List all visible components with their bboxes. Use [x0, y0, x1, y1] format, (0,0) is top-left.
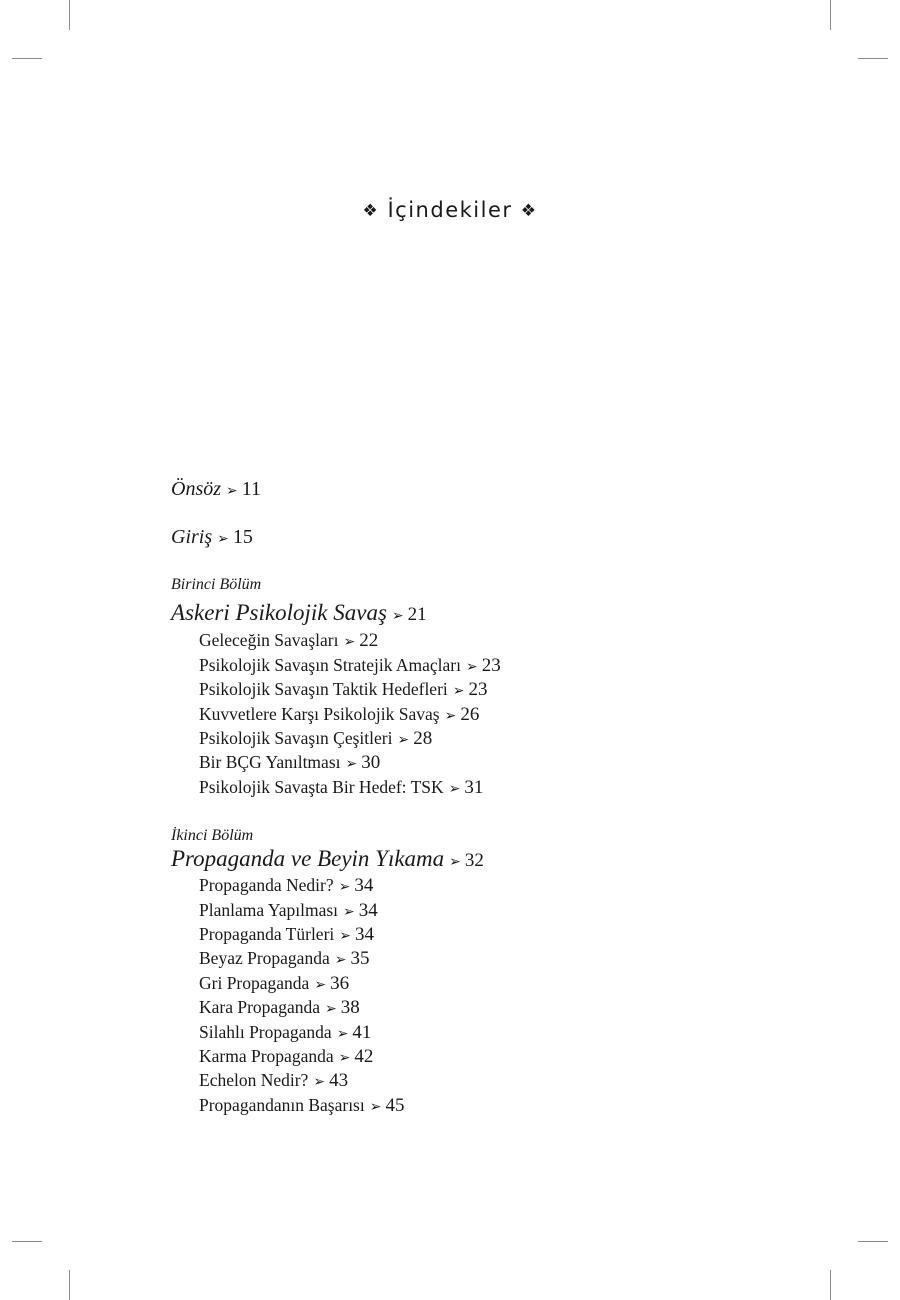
toc-item-page: 43 [329, 1070, 349, 1091]
crop-mark-bottom-left-vertical [69, 1270, 70, 1300]
toc-item-label: Psikolojik Savaşın Taktik Hedefleri [199, 679, 448, 699]
arrow-icon: ➢ [334, 952, 347, 968]
toc-item-label: Karma Propaganda [199, 1046, 334, 1066]
toc-entry-label: Giriş [171, 526, 213, 548]
arrow-icon: ➢ [449, 854, 461, 870]
arrow-icon: ➢ [325, 1001, 337, 1017]
toc-item-label: Psikolojik Savaşın Çeşitleri [199, 728, 393, 748]
toc-item-label: Kara Propaganda [199, 997, 320, 1017]
page-title-text: İçindekiler [387, 198, 513, 222]
crop-mark-top-right-vertical [830, 0, 831, 30]
arrow-icon: ➢ [448, 781, 461, 797]
toc-item-label: Beyaz Propaganda [199, 948, 330, 968]
toc-item-label: Bir BÇG Yanıltması [199, 752, 341, 772]
crop-mark-bottom-right-vertical [830, 1270, 831, 1300]
toc-item-page: 35 [350, 948, 370, 969]
toc-item[interactable] [199, 948, 369, 970]
toc-item-page: 34 [358, 900, 378, 921]
toc-item-label: Propaganda Türleri [199, 924, 335, 944]
toc-item-page: 36 [330, 973, 350, 994]
toc-item[interactable] [199, 1095, 404, 1117]
toc-item-page: 30 [361, 752, 381, 773]
part-label: İkinci Bölüm [171, 827, 254, 844]
toc-item[interactable] [199, 997, 360, 1019]
toc-entry-page: 15 [232, 526, 253, 548]
crop-mark-top-left-vertical [69, 0, 70, 30]
arrow-icon: ➢ [391, 608, 404, 624]
toc-item-label: Geleceğin Savaşları [199, 630, 339, 650]
arrow-icon: ➢ [338, 1050, 351, 1066]
arrow-icon: ➢ [217, 531, 229, 547]
toc-item-label: Psikolojik Savaşta Bir Hedef: TSK [199, 777, 444, 797]
toc-item[interactable] [199, 875, 373, 897]
toc-item[interactable] [199, 630, 378, 652]
toc-item-page: 23 [481, 655, 501, 676]
toc-item[interactable] [199, 679, 488, 701]
toc-item[interactable] [199, 704, 479, 726]
toc-item[interactable] [199, 973, 349, 995]
toc-item-label: Gri Propaganda [199, 973, 310, 993]
crop-mark-top-right-horizontal [858, 58, 888, 59]
arrow-icon: ➢ [452, 683, 465, 699]
toc-item-page: 38 [340, 997, 360, 1018]
toc-item-label: Propaganda Nedir? [199, 875, 334, 895]
section-heading[interactable] [171, 846, 484, 872]
section-label: Propaganda ve Beyin Yıkama [171, 846, 445, 871]
toc-entry-giris[interactable] [171, 526, 253, 549]
toc-item-page: 23 [468, 679, 488, 700]
toc-item-label: Silahlı Propaganda [199, 1022, 332, 1042]
arrow-icon: ➢ [369, 1099, 382, 1115]
arrow-icon: ➢ [444, 708, 457, 724]
toc-item-page: 34 [354, 875, 374, 896]
toc-item-page: 45 [385, 1095, 405, 1116]
toc-item-label: Psikolojik Savaşın Stratejik Amaçları [199, 655, 461, 675]
arrow-icon: ➢ [338, 879, 351, 895]
arrow-icon: ➢ [466, 659, 478, 675]
toc-item-page: 22 [359, 630, 379, 651]
toc-item-label: Kuvvetlere Karşı Psikolojik Savaş [199, 704, 440, 724]
toc-item[interactable] [199, 900, 378, 922]
toc-item-label: Echelon Nedir? [199, 1070, 309, 1090]
section-heading[interactable] [171, 600, 427, 626]
toc-item[interactable] [199, 752, 380, 774]
toc-item-page: 34 [355, 924, 374, 945]
section-page: 32 [464, 850, 484, 871]
toc-item[interactable] [199, 924, 374, 946]
ornament-left-icon: ❖ [362, 201, 380, 221]
arrow-icon: ➢ [397, 732, 410, 748]
section-page: 21 [407, 604, 427, 625]
toc-item[interactable] [199, 728, 432, 750]
section-label: Askeri Psikolojik Savaş [171, 600, 387, 625]
toc-item-label: Propagandanın Başarısı [199, 1095, 365, 1115]
toc-entry-label: Önsöz [171, 478, 222, 500]
toc-item[interactable] [199, 655, 501, 677]
arrow-icon: ➢ [345, 756, 358, 772]
toc-item-page: 42 [354, 1046, 374, 1067]
crop-mark-top-left-horizontal [12, 58, 42, 59]
arrow-icon: ➢ [314, 977, 327, 993]
toc-item-page: 31 [464, 777, 484, 798]
toc-item-label: Planlama Yapılması [199, 900, 339, 920]
arrow-icon: ➢ [343, 634, 356, 650]
ornament-right-icon: ❖ [520, 201, 538, 221]
toc-entry-onsoz[interactable] [171, 478, 261, 501]
arrow-icon: ➢ [343, 904, 355, 920]
toc-item[interactable] [199, 1070, 348, 1092]
crop-mark-bottom-right-horizontal [858, 1241, 888, 1242]
arrow-icon: ➢ [226, 483, 238, 499]
toc-item-page: 26 [460, 704, 480, 725]
toc-item[interactable] [199, 777, 483, 799]
toc-item[interactable] [199, 1046, 373, 1068]
toc-item-page: 41 [352, 1022, 372, 1043]
toc-item-page: 28 [413, 728, 433, 749]
arrow-icon: ➢ [336, 1026, 349, 1042]
page-title [0, 198, 900, 222]
part-label: Birinci Bölüm [171, 576, 262, 593]
arrow-icon: ➢ [313, 1074, 326, 1090]
toc-item[interactable] [199, 1022, 371, 1044]
arrow-icon: ➢ [339, 928, 351, 944]
crop-mark-bottom-left-horizontal [12, 1241, 42, 1242]
toc-entry-page: 11 [241, 478, 262, 500]
